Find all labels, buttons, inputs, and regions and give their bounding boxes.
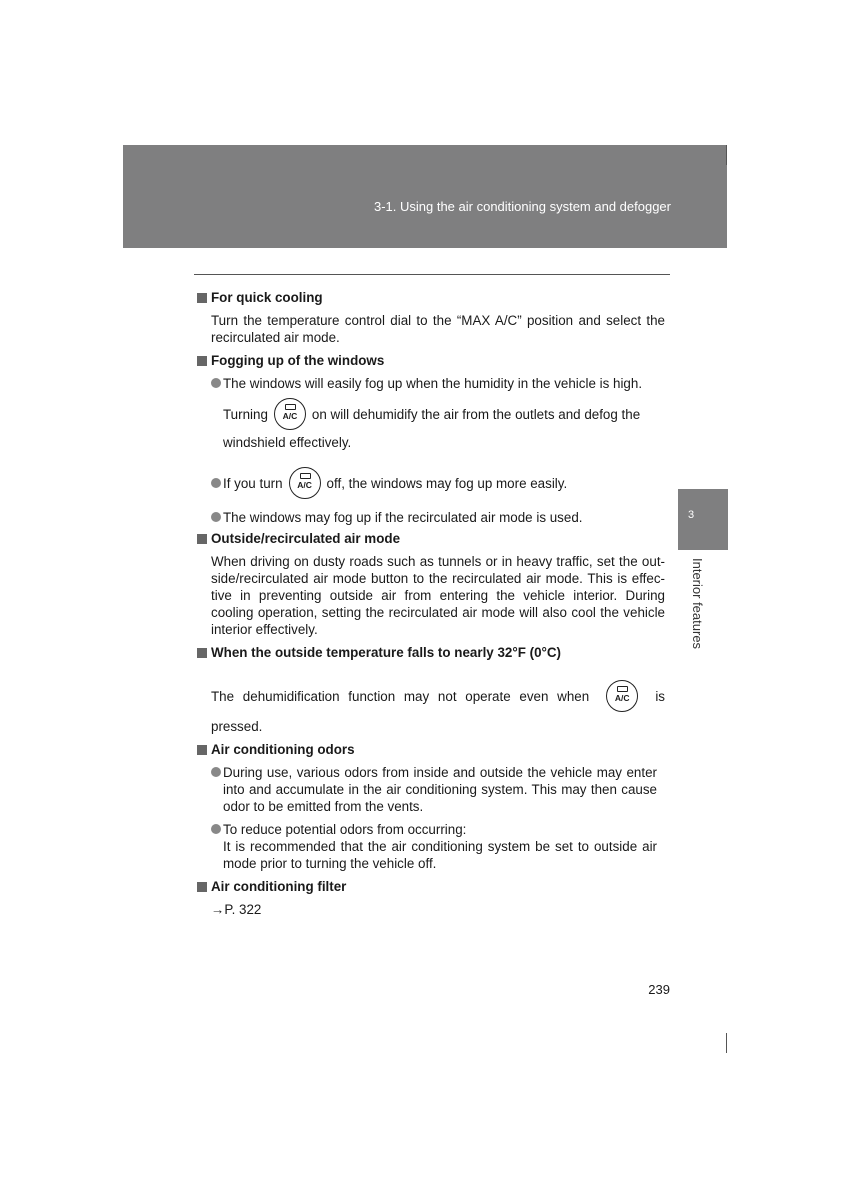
square-bullet-icon <box>197 648 207 658</box>
heading-outside-recirculated <box>197 530 665 547</box>
list-item <box>211 821 665 872</box>
paragraph: When driving on dusty roads such as tunnels or in heavy traffic, set the out-side/recirculated air mode button to the recirculated air mode. This is effec-tive in preventing outside air from entering the vehicle interior. During cooling operation, setting the recirculated air mode will also cool the vehicle interior effectively. <box>211 554 665 637</box>
list-item <box>211 764 665 815</box>
heading-quick-cooling <box>197 289 665 306</box>
list-item-text: The windows may fog up if the recirculated air mode is used. <box>223 510 583 525</box>
text-line: It is recommended that the air conditioning system be set to outside air mode prior to turning the vehicle off. <box>223 839 657 871</box>
text-fragment: Turning <box>223 406 268 422</box>
chapter-label: Interior features <box>690 558 705 650</box>
text-fragment: The dehumidification function may not operate even when <box>211 688 590 704</box>
text-fragment: If you turn <box>223 475 283 491</box>
text-fragment: on will dehumidify the air from the outlets and defog the <box>311 406 641 422</box>
square-bullet-icon <box>197 534 207 544</box>
text-fragment: is <box>655 688 665 704</box>
ac-label: A/C <box>614 693 630 703</box>
page-content <box>197 289 665 918</box>
heading-fogging <box>197 352 665 369</box>
text-fragment: off, the windows may fog up more easily. <box>326 475 568 491</box>
ac-line <box>211 680 665 712</box>
crop-mark-top <box>726 145 727 165</box>
chapter-number: 3 <box>688 509 695 521</box>
heading-text: For quick cooling <box>211 290 323 305</box>
heading-text: Outside/recirculated air mode <box>211 531 401 546</box>
text-line: pressed. <box>211 719 263 734</box>
list-item <box>211 375 665 392</box>
header-band <box>123 145 727 248</box>
round-bullet-icon <box>211 512 221 522</box>
text-line: windshield effectively. <box>223 435 352 450</box>
ac-label: A/C <box>282 411 298 421</box>
square-bullet-icon <box>197 356 207 366</box>
ac-button-icon <box>274 398 306 430</box>
ac-button-icon <box>289 467 321 499</box>
paragraph: Turn the temperature control dial to the “MAX A/C” position and select the recirculated air mode. <box>211 313 665 345</box>
square-bullet-icon <box>197 293 207 303</box>
round-bullet-icon <box>211 478 221 488</box>
square-bullet-icon <box>197 745 207 755</box>
list-item <box>211 467 665 499</box>
text-line: To reduce potential odors from occurring: <box>223 822 467 837</box>
heading-text: Air conditioning odors <box>211 742 355 757</box>
header-rule <box>194 274 670 275</box>
round-bullet-icon <box>211 378 221 388</box>
page-number: 239 <box>648 982 670 997</box>
ac-label: A/C <box>297 480 312 490</box>
list-item-text <box>223 821 657 872</box>
round-bullet-icon <box>211 767 221 777</box>
square-bullet-icon <box>197 882 207 892</box>
heading-odors <box>197 741 665 758</box>
section-title: 3-1. Using the air conditioning system and defogger <box>373 199 671 214</box>
round-bullet-icon <box>211 824 221 834</box>
list-item <box>211 509 665 526</box>
ac-line <box>223 398 665 430</box>
heading-cold-temperature <box>197 644 665 661</box>
heading-text: Fogging up of the windows <box>211 353 385 368</box>
ac-button-icon <box>606 680 638 712</box>
heading-text: Air conditioning filter <box>211 879 347 894</box>
page-reference-link[interactable]: →P. 322 <box>211 902 262 917</box>
heading-text: When the outside temperature falls to nearly 32°F (0°C) <box>211 645 562 660</box>
chapter-tab <box>678 489 728 550</box>
list-item-text: The windows will easily fog up when the humidity in the vehicle is high. <box>223 376 643 391</box>
crop-mark-bottom <box>726 1033 727 1053</box>
list-item-text: During use, various odors from inside and outside the vehicle may enter into and accumulate in the air conditioning system. This may then cause odor to be emitted from the vents. <box>223 765 657 814</box>
heading-filter <box>197 878 665 895</box>
